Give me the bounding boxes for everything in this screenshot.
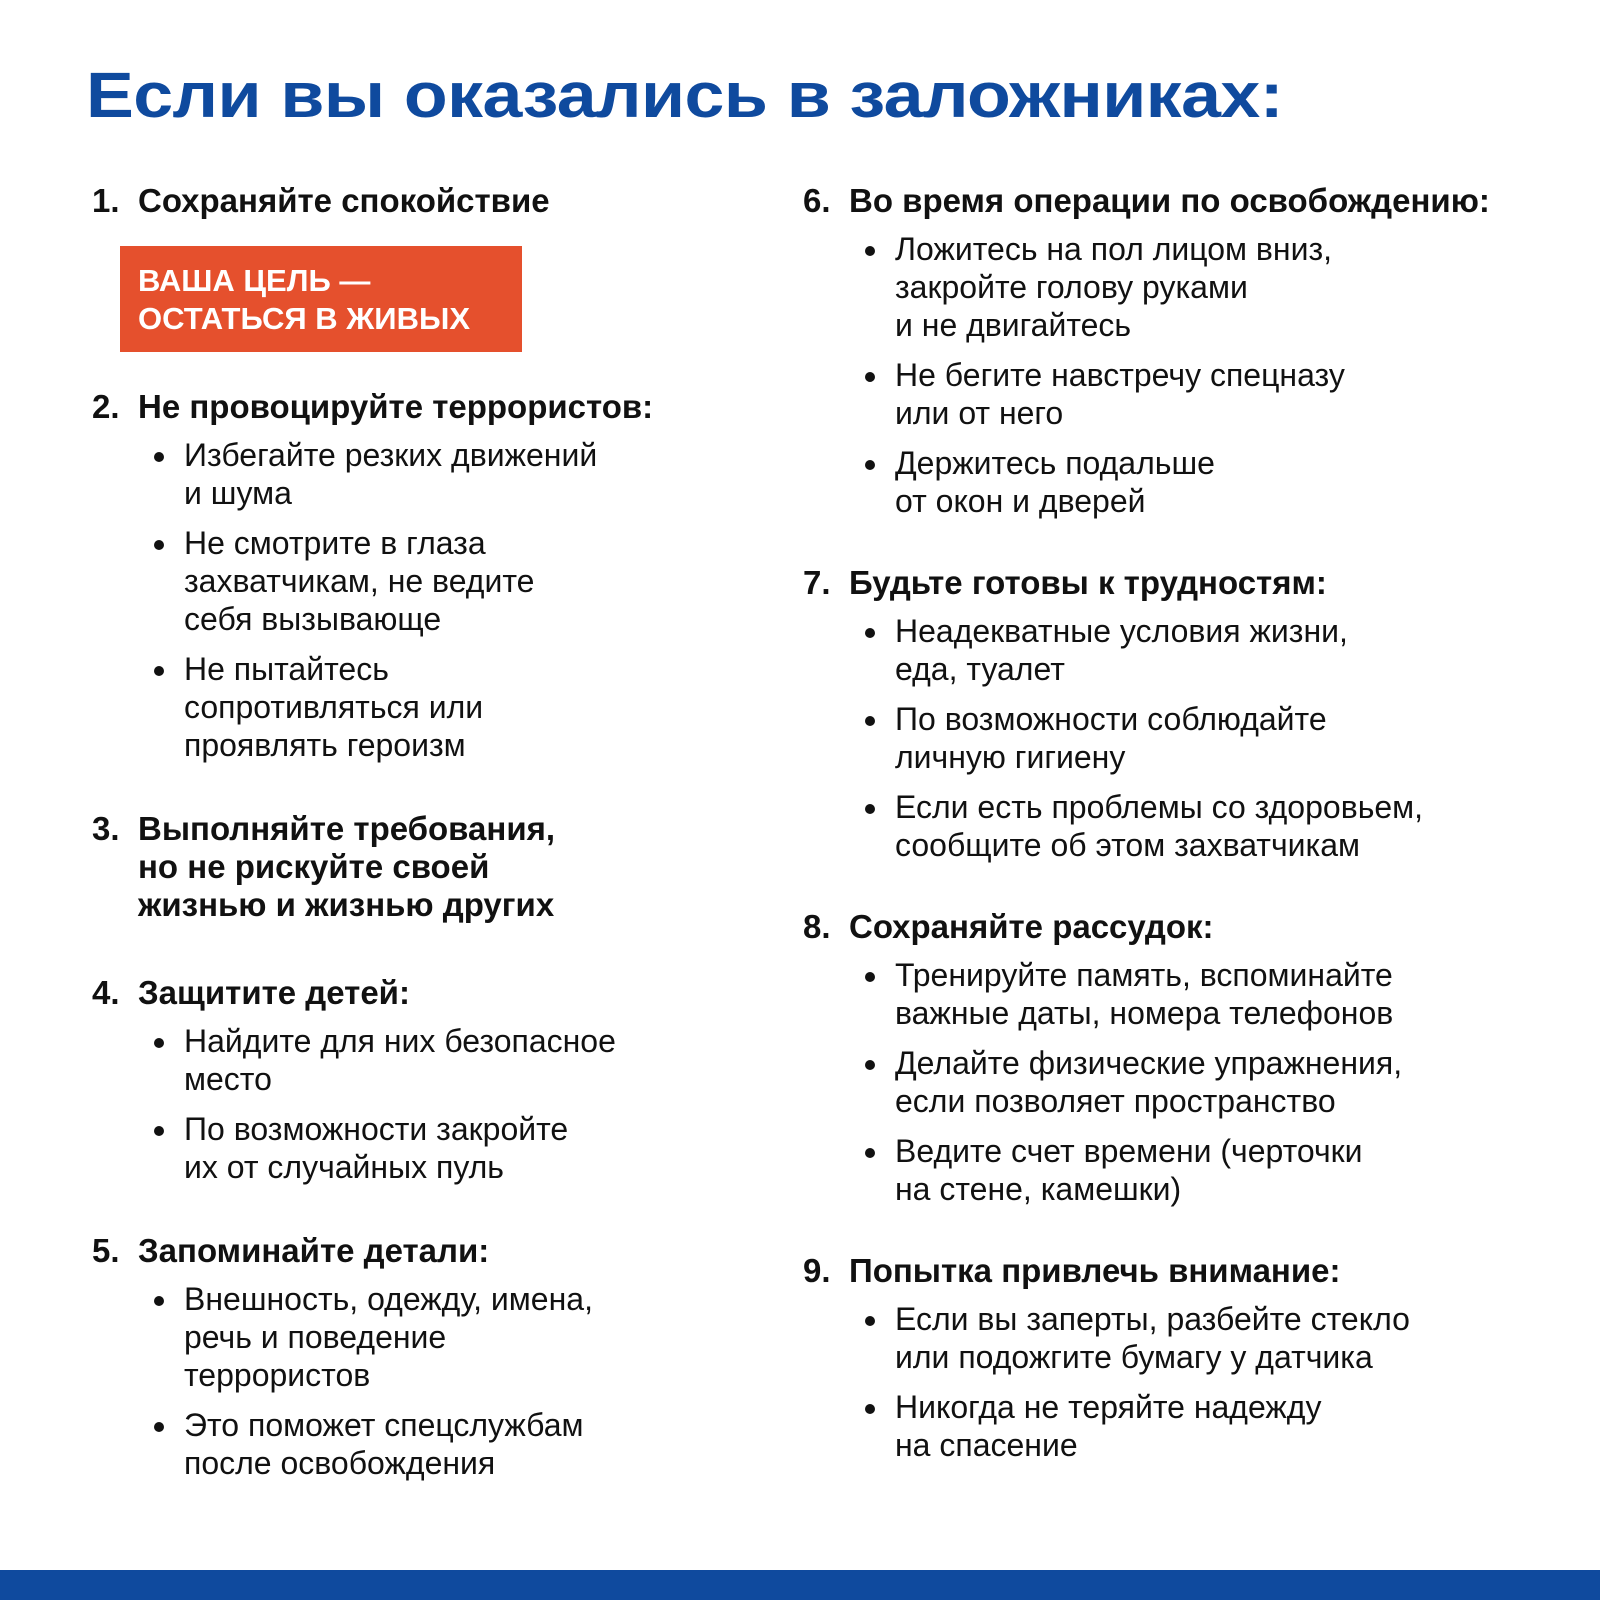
bullet-icon	[865, 628, 875, 638]
section-title: Попытка привлечь внимание:	[849, 1252, 1341, 1289]
section-heading	[803, 1252, 1563, 1290]
list-item-text: Внешность, одежду, имена, речь и поведение террористов	[184, 1281, 593, 1393]
bullet-icon	[865, 1404, 875, 1414]
section-number: 8.	[803, 908, 831, 945]
bullet-icon	[154, 540, 164, 550]
section-heading	[803, 908, 1563, 946]
section-number: 9.	[803, 1252, 831, 1289]
bullet-icon	[154, 452, 164, 462]
list-item	[863, 956, 1563, 1032]
list-item	[152, 1022, 732, 1098]
section-title: Сохраняйте спокойствие	[138, 182, 550, 219]
section-heading	[92, 182, 732, 220]
section-8	[803, 908, 1563, 1208]
section-number: 7.	[803, 564, 831, 601]
section-9	[803, 1252, 1563, 1464]
section-heading	[92, 1232, 732, 1270]
section-number: 2.	[92, 388, 120, 425]
bullet-icon	[865, 972, 875, 982]
bullet-list	[803, 230, 1563, 520]
list-item-text: Никогда не теряйте надежду на спасение	[895, 1389, 1322, 1463]
list-item	[152, 524, 732, 638]
list-item	[863, 700, 1563, 776]
section-number: 5.	[92, 1232, 120, 1269]
list-item	[152, 436, 732, 512]
bullet-icon	[865, 1060, 875, 1070]
section-title: Не провоцируйте террористов:	[138, 388, 654, 425]
list-item-text: Найдите для них безопасное место	[184, 1023, 616, 1097]
bullet-icon	[865, 1316, 875, 1326]
section-heading	[803, 564, 1563, 602]
list-item-text: Не бегите навстречу спецназу или от него	[895, 357, 1345, 431]
section-heading	[92, 974, 732, 1012]
section-title: Выполняйте требования, но не рискуйте своей жизнью и жизнью других	[138, 810, 556, 923]
bullet-icon	[865, 804, 875, 814]
section-number: 3.	[92, 810, 120, 847]
right-column	[803, 180, 1563, 1476]
list-item	[863, 1044, 1563, 1120]
list-item-text: Не пытайтесь сопротивляться или проявлять героизм	[184, 651, 484, 763]
bullet-icon	[865, 372, 875, 382]
section-title: Во время операции по освобождению:	[849, 182, 1490, 219]
section-title: Сохраняйте рассудок:	[849, 908, 1214, 945]
bullet-icon	[865, 246, 875, 256]
section-number: 1.	[92, 182, 120, 219]
footer-bar	[0, 1570, 1600, 1600]
list-item-text: Если есть проблемы со здоровьем, сообщите об этом захватчикам	[895, 789, 1424, 863]
section-7	[803, 564, 1563, 864]
bullet-list	[92, 436, 732, 764]
bullet-icon	[865, 1148, 875, 1158]
page-title: Если вы оказались в заложниках:	[86, 59, 1284, 131]
section-2	[92, 388, 732, 764]
list-item-text: Неадекватные условия жизни, еда, туалет	[895, 613, 1348, 687]
section-number: 4.	[92, 974, 120, 1011]
section-4	[92, 974, 732, 1186]
list-item-text: Ведите счет времени (черточки на стене, камешки)	[895, 1133, 1363, 1207]
section-3	[92, 810, 732, 924]
list-item	[863, 1300, 1563, 1376]
left-column	[92, 180, 732, 1494]
list-item	[863, 788, 1563, 864]
bullet-list	[92, 1022, 732, 1186]
list-item	[863, 230, 1563, 344]
list-item	[863, 444, 1563, 520]
bullet-list	[92, 1280, 732, 1482]
list-item	[863, 612, 1563, 688]
list-item-text: Избегайте резких движений и шума	[184, 437, 598, 511]
list-item	[863, 356, 1563, 432]
list-item-text: Это поможет спецслужбам после освобождения	[184, 1407, 584, 1481]
list-item-text: По возможности закройте их от случайных пуль	[184, 1111, 569, 1185]
list-item-text: По возможности соблюдайте личную гигиену	[895, 701, 1327, 775]
bullet-icon	[865, 460, 875, 470]
list-item	[863, 1132, 1563, 1208]
section-5	[92, 1232, 732, 1482]
list-item	[152, 1110, 732, 1186]
list-item	[152, 1406, 732, 1482]
list-item-text: Делайте физические упражнения, если позволяет пространство	[895, 1045, 1403, 1119]
list-item-text: Не смотрите в глаза захватчикам, не ведите себя вызывающе	[184, 525, 535, 637]
list-item-text: Если вы заперты, разбейте стекло или подожгите бумагу у датчика	[895, 1301, 1410, 1375]
bullet-list	[803, 956, 1563, 1208]
bullet-icon	[865, 716, 875, 726]
bullet-icon	[154, 1038, 164, 1048]
bullet-icon	[154, 1126, 164, 1136]
list-item	[152, 650, 732, 764]
section-heading	[92, 810, 732, 924]
section-title: Запоминайте детали:	[138, 1232, 490, 1269]
list-item-text: Ложитесь на пол лицом вниз, закройте голову руками и не двигайтесь	[895, 231, 1333, 343]
bullet-list	[803, 612, 1563, 864]
list-item-text: Держитесь подальше от окон и дверей	[895, 445, 1215, 519]
section-1	[92, 182, 732, 352]
bullet-icon	[154, 1422, 164, 1432]
list-item-text: Тренируйте память, вспоминайте важные даты, номера телефонов	[895, 957, 1394, 1031]
list-item	[863, 1388, 1563, 1464]
bullet-icon	[154, 1296, 164, 1306]
section-title: Будьте готовы к трудностям:	[849, 564, 1327, 601]
list-item	[152, 1280, 732, 1394]
bullet-list	[803, 1300, 1563, 1464]
section-number: 6.	[803, 182, 831, 219]
bullet-icon	[154, 666, 164, 676]
goal-callout: ВАША ЦЕЛЬ — ОСТАТЬСЯ В ЖИВЫХ	[120, 246, 522, 352]
section-title: Защитите детей:	[138, 974, 410, 1011]
section-heading	[803, 182, 1563, 220]
section-6	[803, 182, 1563, 520]
section-heading	[92, 388, 732, 426]
